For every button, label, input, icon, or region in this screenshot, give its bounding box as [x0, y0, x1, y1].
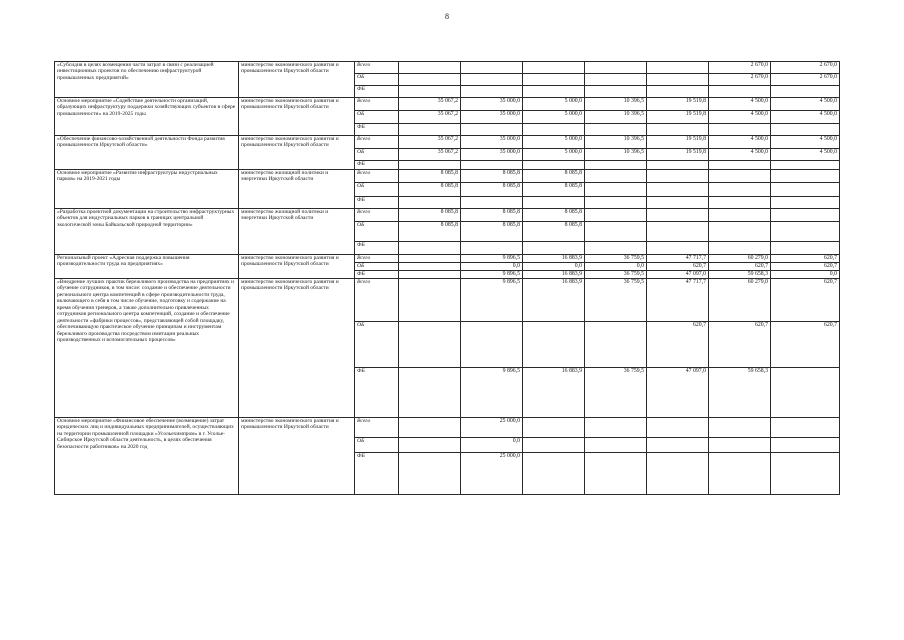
amount-cell: 47 097,0	[647, 367, 709, 417]
amount-cell: 0,0	[523, 262, 585, 270]
funding-source-cell: ОБ	[355, 321, 399, 367]
amount-cell: 36 759,5	[585, 255, 647, 263]
amount-cell: 8 085,8	[399, 209, 461, 222]
amount-cell	[709, 242, 771, 255]
amount-cell: 16 883,9	[523, 367, 585, 417]
funding-source-cell: ОБ	[355, 183, 399, 197]
amount-cell	[647, 242, 709, 255]
amount-cell: 5 000,0	[523, 98, 585, 111]
amount-cell: 35 067,2	[399, 149, 461, 161]
amount-cell	[709, 124, 771, 136]
amount-cell	[585, 197, 647, 209]
executor-cell: министерство экономического развития и промышленности Иркутской области	[239, 62, 355, 98]
funding-source-cell: ОБ	[355, 262, 399, 270]
amount-cell: 19 519,8	[647, 149, 709, 161]
amount-cell	[523, 86, 585, 98]
amount-cell: 620,7	[709, 321, 771, 367]
amount-cell: 16 883,9	[523, 270, 585, 278]
funding-source-cell: Всего	[355, 62, 399, 74]
funding-source-cell: Всего	[355, 170, 399, 183]
amount-cell: 0,0	[771, 270, 840, 278]
amount-cell: 35 000,0	[461, 98, 523, 111]
funding-source-cell: ФБ	[355, 161, 399, 170]
table-row	[55, 98, 840, 111]
amount-cell	[709, 86, 771, 98]
executor-cell: министерство экономического развития и промышленности Иркутской области	[239, 417, 355, 494]
amount-cell	[771, 183, 840, 197]
amount-cell: 19 519,8	[647, 136, 709, 149]
amount-cell	[647, 209, 709, 222]
amount-cell	[399, 62, 461, 74]
amount-cell: 35 000,0	[461, 111, 523, 124]
amount-cell	[771, 170, 840, 183]
amount-cell: 10 396,5	[585, 136, 647, 149]
funding-source-cell: ОБ	[355, 149, 399, 161]
amount-cell	[709, 452, 771, 494]
amount-cell: 2 670,0	[771, 62, 840, 74]
amount-cell	[709, 437, 771, 452]
amount-cell	[461, 242, 523, 255]
funding-source-cell: Всего	[355, 136, 399, 149]
amount-cell	[461, 74, 523, 86]
amount-cell: 4 500,0	[709, 149, 771, 161]
amount-cell	[585, 242, 647, 255]
amount-cell	[771, 86, 840, 98]
activity-name-cell: «Обеспечение финансово-хозяйственной деятельности Фонда развития промышленности Иркутской области»	[55, 136, 239, 170]
amount-cell	[585, 437, 647, 452]
amount-cell	[585, 209, 647, 222]
funding-source-cell: ФБ	[355, 452, 399, 494]
activity-name-cell: Региональный проект «Адресная поддержка повышения производительности труда на предприятиях»	[55, 255, 239, 279]
amount-cell	[709, 417, 771, 437]
table-row	[55, 170, 840, 183]
amount-cell: 16 883,9	[523, 255, 585, 263]
amount-cell	[461, 86, 523, 98]
amount-cell	[647, 62, 709, 74]
amount-cell: 8 085,8	[523, 222, 585, 242]
executor-cell: министерство экономического развития и промышленности Иркутской области	[239, 136, 355, 170]
funding-source-cell: ФБ	[355, 86, 399, 98]
table-row	[55, 136, 840, 149]
amount-cell	[647, 197, 709, 209]
amount-cell	[647, 124, 709, 136]
amount-cell: 36 759,5	[585, 270, 647, 278]
amount-cell: 620,7	[647, 321, 709, 367]
amount-cell	[771, 437, 840, 452]
amount-cell	[523, 321, 585, 367]
amount-cell	[399, 74, 461, 86]
amount-cell: 36 759,5	[585, 278, 647, 321]
executor-cell: министерство жилищной политики и энергетики Иркутской области	[239, 209, 355, 255]
amount-cell	[523, 452, 585, 494]
amount-cell: 620,7	[771, 321, 840, 367]
amount-cell	[771, 209, 840, 222]
amount-cell	[399, 321, 461, 367]
amount-cell	[585, 124, 647, 136]
amount-cell: 8 085,8	[399, 222, 461, 242]
amount-cell: 4 500,0	[709, 98, 771, 111]
amount-cell	[399, 278, 461, 321]
funding-source-cell: ФБ	[355, 270, 399, 278]
amount-cell	[523, 242, 585, 255]
funding-source-cell: ОБ	[355, 111, 399, 124]
funding-source-cell: Всего	[355, 255, 399, 263]
amount-cell	[399, 242, 461, 255]
amount-cell	[709, 183, 771, 197]
amount-cell	[585, 321, 647, 367]
amount-cell: 36 759,5	[585, 367, 647, 417]
amount-cell	[399, 197, 461, 209]
funding-source-cell: ОБ	[355, 437, 399, 452]
table-row	[55, 62, 840, 74]
activity-name-cell: «Внедрение лучших практик бережливого производства на предприятиях и обучение сотрудников, в том числе: создание и обеспечение деятельности регионального центра компетенций в сфере производительности труда, включающего в себя в том числе обучение, подготовку и содержание на время обучения тренеров, а также дополнительно привлеченных сотрудников регионального центра компетенций, создание и обеспечение деятельности «фабрики процессов», представляющей собой площадку, обеспечивающую практическое обучение принципам и инструментам бережливого производства посредством имитации реальных производственных и вспомогательных процессов»	[55, 278, 239, 417]
amount-cell: 620,7	[771, 255, 840, 263]
funding-source-cell: ФБ	[355, 197, 399, 209]
amount-cell: 5 000,0	[523, 111, 585, 124]
activity-name-cell: Основное мероприятие «Содействие деятельности организаций, образующих инфраструктуру поддержки хозяйствующих субъектов в сфере промышленности» на 2019-2025 годы	[55, 98, 239, 136]
amount-cell	[585, 161, 647, 170]
amount-cell: 8 085,8	[399, 183, 461, 197]
amount-cell: 47 717,7	[647, 255, 709, 263]
amount-cell	[585, 86, 647, 98]
table-row	[55, 278, 840, 321]
amount-cell: 35 000,0	[461, 149, 523, 161]
amount-cell	[399, 262, 461, 270]
amount-cell: 620,7	[647, 262, 709, 270]
activity-name-cell: Основное мероприятие «Финансовое обеспечение (возмещение) затрат юридических лиц и индивидуальных предпринимателей, осуществляющих на территории промышленной площадки «Усольехимпром» в г. Усолье-Сибирское Иркутской области деятельность, в целях обеспечения безопасности работников» на 2020 год	[55, 417, 239, 494]
amount-cell	[461, 197, 523, 209]
amount-cell: 4 500,0	[709, 111, 771, 124]
amount-cell: 35 000,0	[461, 136, 523, 149]
amount-cell: 10 396,5	[585, 98, 647, 111]
amount-cell	[523, 74, 585, 86]
funding-source-cell: Всего	[355, 278, 399, 321]
amount-cell	[771, 452, 840, 494]
executor-cell: министерство экономического развития и промышленности Иркутской области	[239, 255, 355, 279]
amount-cell	[461, 161, 523, 170]
amount-cell	[647, 452, 709, 494]
amount-cell: 59 658,3	[709, 270, 771, 278]
amount-cell	[523, 161, 585, 170]
amount-cell: 25 000,0	[461, 452, 523, 494]
amount-cell: 8 085,8	[523, 183, 585, 197]
activity-name-cell: «Разработка проектной документации на строительство инфраструктурных объектов для индустриальных парков в границах центральной экологической зоны Байкальской природной территории»	[55, 209, 239, 255]
amount-cell: 60 279,0	[709, 255, 771, 263]
amount-cell	[771, 124, 840, 136]
amount-cell	[523, 437, 585, 452]
amount-cell: 2 670,0	[709, 74, 771, 86]
amount-cell	[585, 452, 647, 494]
amount-cell: 2 670,0	[771, 74, 840, 86]
amount-cell: 2 670,0	[709, 62, 771, 74]
amount-cell: 47 097,0	[647, 270, 709, 278]
amount-cell	[709, 209, 771, 222]
amount-cell	[461, 321, 523, 367]
amount-cell	[647, 417, 709, 437]
amount-cell: 0,0	[461, 262, 523, 270]
amount-cell: 9 896,5	[461, 278, 523, 321]
amount-cell: 9 896,5	[461, 270, 523, 278]
amount-cell: 8 085,8	[461, 209, 523, 222]
table-row	[55, 255, 840, 263]
amount-cell	[647, 437, 709, 452]
funding-source-cell: Всего	[355, 98, 399, 111]
amount-cell	[647, 161, 709, 170]
amount-cell: 35 067,2	[399, 111, 461, 124]
activity-name-cell: «Субсидия в целях возмещения части затрат в связи с реализацией инвестиционных проектов по обеспечению инфраструктурой промышленных предприятий»	[55, 62, 239, 98]
amount-cell: 47 717,7	[647, 278, 709, 321]
amount-cell: 9 896,5	[461, 255, 523, 263]
amount-cell	[399, 437, 461, 452]
amount-cell: 4 500,0	[771, 98, 840, 111]
funding-source-cell: ФБ	[355, 367, 399, 417]
executor-cell: министерство экономического развития и промышленности Иркутской области	[239, 98, 355, 136]
amount-cell	[523, 62, 585, 74]
amount-cell	[585, 170, 647, 183]
funding-source-cell: ОБ	[355, 74, 399, 86]
executor-cell: министерство экономического развития и промышленности Иркутской области	[239, 278, 355, 417]
budget-table-body	[55, 62, 840, 495]
page-number: 8	[445, 12, 449, 21]
amount-cell	[771, 417, 840, 437]
amount-cell: 4 500,0	[771, 136, 840, 149]
amount-cell: 4 500,0	[771, 149, 840, 161]
amount-cell: 620,7	[771, 262, 840, 270]
amount-cell	[523, 124, 585, 136]
amount-cell: 5 000,0	[523, 149, 585, 161]
amount-cell: 8 085,8	[461, 183, 523, 197]
amount-cell: 8 085,8	[523, 170, 585, 183]
amount-cell	[647, 86, 709, 98]
amount-cell: 60 279,0	[709, 278, 771, 321]
amount-cell: 620,7	[709, 262, 771, 270]
amount-cell	[647, 74, 709, 86]
amount-cell: 8 085,8	[461, 170, 523, 183]
amount-cell: 59 658,3	[709, 367, 771, 417]
amount-cell	[647, 222, 709, 242]
amount-cell: 5 000,0	[523, 136, 585, 149]
funding-source-cell: Всего	[355, 417, 399, 437]
funding-source-cell: Всего	[355, 209, 399, 222]
amount-cell	[399, 255, 461, 263]
amount-cell: 9 896,5	[461, 367, 523, 417]
amount-cell	[771, 161, 840, 170]
amount-cell: 10 396,5	[585, 149, 647, 161]
funding-source-cell: ФБ	[355, 242, 399, 255]
amount-cell	[523, 417, 585, 437]
amount-cell	[585, 183, 647, 197]
amount-cell: 8 085,8	[523, 209, 585, 222]
amount-cell: 16 883,9	[523, 278, 585, 321]
amount-cell	[709, 197, 771, 209]
activity-name-cell: Основное мероприятие «Развитие инфраструктуры индустриальных парков» на 2019-2021 годы	[55, 170, 239, 209]
budget-table	[54, 61, 840, 495]
amount-cell: 25 000,0	[461, 417, 523, 437]
funding-source-cell: ФБ	[355, 124, 399, 136]
amount-cell: 4 500,0	[771, 111, 840, 124]
amount-cell: 19 519,8	[647, 98, 709, 111]
amount-cell	[399, 367, 461, 417]
amount-cell: 19 519,8	[647, 111, 709, 124]
amount-cell	[399, 124, 461, 136]
amount-cell	[771, 222, 840, 242]
amount-cell	[771, 242, 840, 255]
amount-cell	[585, 74, 647, 86]
amount-cell	[523, 197, 585, 209]
table-row	[55, 417, 840, 437]
amount-cell: 8 085,8	[461, 222, 523, 242]
amount-cell	[771, 367, 840, 417]
table-row	[55, 209, 840, 222]
amount-cell	[461, 62, 523, 74]
amount-cell	[399, 86, 461, 98]
amount-cell	[399, 270, 461, 278]
amount-cell	[399, 417, 461, 437]
amount-cell: 0,0	[461, 437, 523, 452]
amount-cell: 8 085,8	[399, 170, 461, 183]
amount-cell: 10 396,5	[585, 111, 647, 124]
amount-cell	[709, 222, 771, 242]
amount-cell: 4 500,0	[709, 136, 771, 149]
funding-source-cell: ОБ	[355, 222, 399, 242]
amount-cell	[585, 62, 647, 74]
amount-cell	[647, 183, 709, 197]
amount-cell	[399, 452, 461, 494]
amount-cell	[647, 170, 709, 183]
amount-cell	[709, 161, 771, 170]
amount-cell	[399, 161, 461, 170]
amount-cell	[585, 417, 647, 437]
amount-cell: 620,7	[771, 278, 840, 321]
amount-cell	[461, 124, 523, 136]
amount-cell: 35 067,2	[399, 136, 461, 149]
executor-cell: министерство жилищной политики и энергетики Иркутской области	[239, 170, 355, 209]
amount-cell	[771, 197, 840, 209]
amount-cell: 0,0	[585, 262, 647, 270]
amount-cell: 35 067,2	[399, 98, 461, 111]
amount-cell	[709, 170, 771, 183]
amount-cell	[585, 222, 647, 242]
